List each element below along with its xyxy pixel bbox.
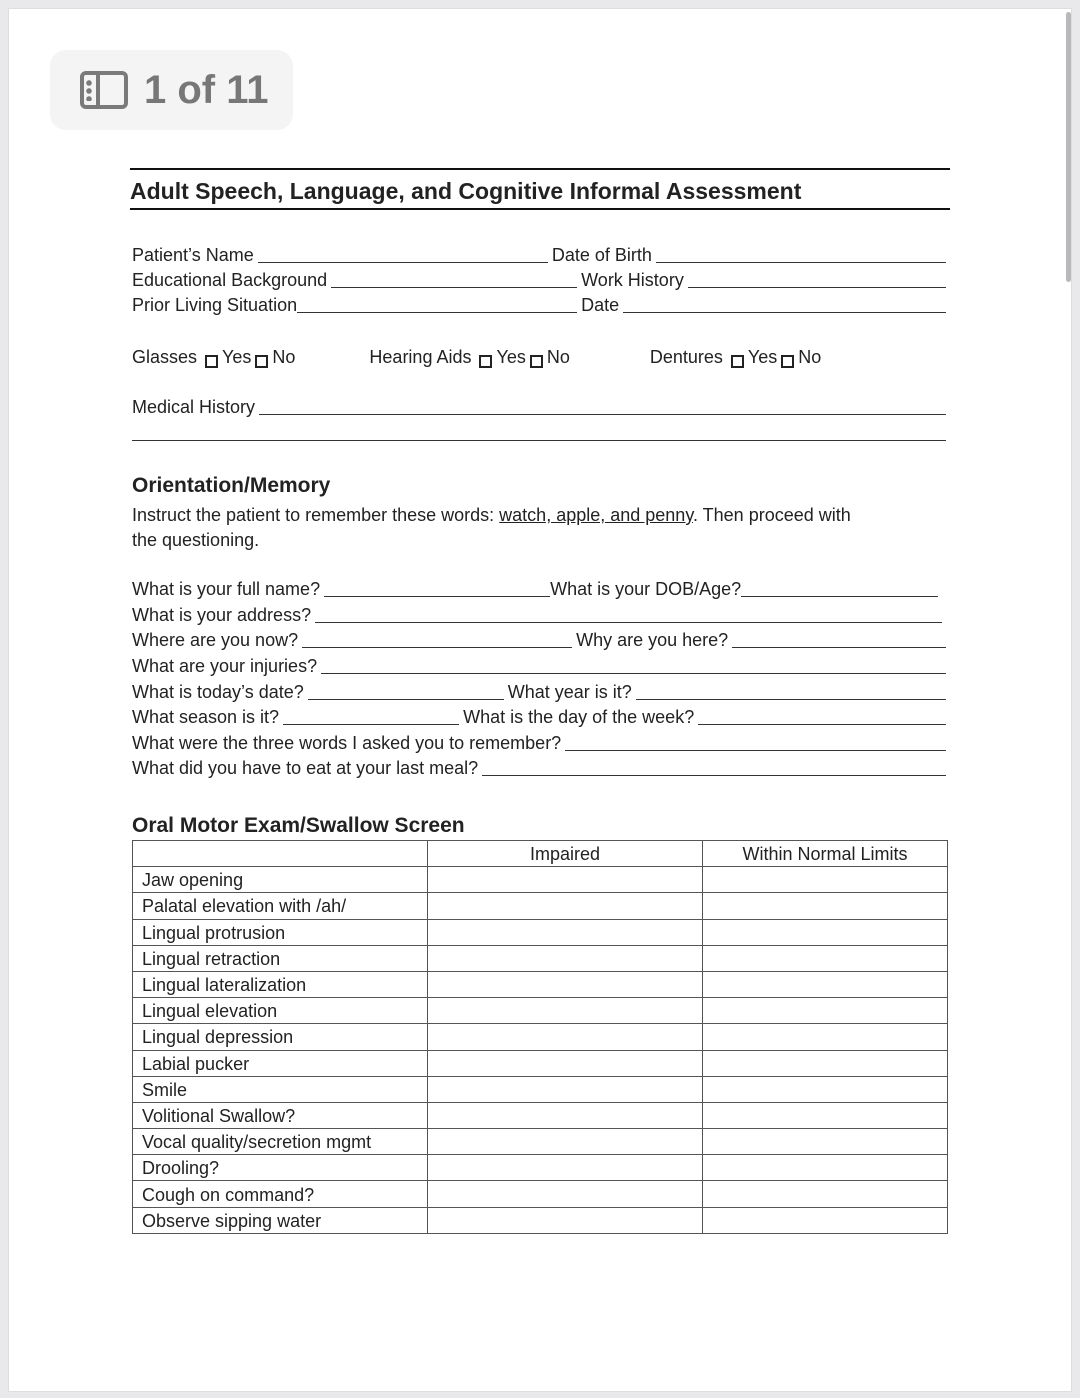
dentures-no-checkbox[interactable] [781, 355, 794, 368]
medical-history-field-2[interactable] [132, 440, 946, 441]
label: Medical History [132, 397, 256, 417]
label: No [546, 347, 570, 367]
wnl-cell[interactable] [703, 867, 948, 893]
impaired-cell[interactable] [428, 1129, 703, 1155]
text: Instruct the patient to remember these words: [132, 505, 500, 525]
label: Work History [581, 270, 684, 290]
hearing-yes-checkbox[interactable] [479, 355, 492, 368]
hearing-no-checkbox[interactable] [530, 355, 543, 368]
question: What is your address? [132, 605, 312, 625]
answer-field[interactable] [308, 699, 504, 700]
answer-field[interactable] [565, 750, 946, 751]
table-row [133, 893, 948, 919]
label: Patient’s Name [132, 245, 254, 265]
dob-field[interactable] [656, 262, 946, 263]
sidebar-toggle-icon [80, 71, 128, 109]
medical-history-field[interactable] [259, 414, 946, 415]
wnl-cell[interactable] [703, 1181, 948, 1207]
label: Hearing Aids [369, 347, 472, 367]
label: Date of Birth [551, 245, 652, 265]
item-label: Lingual retraction [133, 945, 428, 971]
question: What is your DOB/Age? [550, 579, 742, 599]
answer-field[interactable] [636, 699, 946, 700]
header-cell [133, 841, 428, 867]
label: Yes [496, 347, 526, 367]
scrollbar[interactable] [1066, 12, 1071, 282]
table-row [133, 867, 948, 893]
table-row [133, 1207, 948, 1233]
question: What are your injuries? [132, 656, 318, 676]
question: What is today’s date? [132, 682, 304, 702]
table-row [133, 1129, 948, 1155]
impaired-cell[interactable] [428, 1181, 703, 1207]
label: Dentures [649, 347, 723, 367]
answer-field[interactable] [315, 622, 942, 623]
question: What season is it? [132, 707, 280, 727]
education-field[interactable] [331, 287, 577, 288]
answer-field[interactable] [698, 724, 946, 725]
wnl-cell[interactable] [703, 1024, 948, 1050]
table-row [133, 1050, 948, 1076]
impaired-cell[interactable] [428, 998, 703, 1024]
answer-field[interactable] [302, 647, 572, 648]
wnl-cell[interactable] [703, 1076, 948, 1102]
impaired-cell[interactable] [428, 1102, 703, 1128]
wnl-cell[interactable] [703, 1050, 948, 1076]
glasses-yes-checkbox[interactable] [205, 355, 218, 368]
section-heading: Oral Motor Exam/Swallow Screen [132, 814, 465, 837]
table-row [133, 971, 948, 997]
table-row [133, 1076, 948, 1102]
table-row [133, 919, 948, 945]
label: Date [581, 295, 620, 315]
item-label: Lingual protrusion [133, 919, 428, 945]
wnl-cell[interactable] [703, 893, 948, 919]
glasses-no-checkbox[interactable] [255, 355, 268, 368]
answer-field[interactable] [321, 673, 946, 674]
label: No [798, 347, 822, 367]
wnl-cell[interactable] [703, 1129, 948, 1155]
dentures-yes-checkbox[interactable] [731, 355, 744, 368]
question: What did you have to eat at your last meal? [132, 758, 479, 778]
table-row [133, 1102, 948, 1128]
item-label: Smile [133, 1076, 428, 1102]
answer-field[interactable] [283, 724, 459, 725]
question: What is the day of the week? [463, 707, 695, 727]
answer-field[interactable] [324, 596, 550, 597]
impaired-cell[interactable] [428, 1207, 703, 1233]
impaired-cell[interactable] [428, 893, 703, 919]
work-history-field[interactable] [688, 287, 946, 288]
table-row [133, 1024, 948, 1050]
memory-words: watch, apple, and penny [499, 505, 693, 525]
table-header-row [133, 841, 948, 867]
question: What were the three words I asked you to remember? [132, 733, 562, 753]
page-indicator[interactable] [50, 50, 293, 130]
wnl-cell[interactable] [703, 971, 948, 997]
answer-field[interactable] [741, 596, 938, 597]
label: Educational Background [132, 270, 328, 290]
date-field[interactable] [623, 312, 946, 313]
impaired-cell[interactable] [428, 1050, 703, 1076]
header-cell: Impaired [428, 841, 703, 867]
item-label: Drooling? [133, 1155, 428, 1181]
answer-field[interactable] [732, 647, 946, 648]
wnl-cell[interactable] [703, 1155, 948, 1181]
item-label: Lingual lateralization [133, 971, 428, 997]
question: Why are you here? [576, 630, 729, 650]
instructions [132, 503, 932, 553]
header-cell: Within Normal Limits [703, 841, 948, 867]
item-label: Cough on command? [133, 1181, 428, 1207]
text: the questioning. [132, 530, 260, 550]
table-row [133, 998, 948, 1024]
assessment-form [130, 168, 950, 1231]
wnl-cell[interactable] [703, 1207, 948, 1233]
item-label: Lingual depression [133, 1024, 428, 1050]
label: No [272, 347, 296, 367]
text: . Then proceed with [692, 505, 851, 525]
wnl-cell[interactable] [703, 919, 948, 945]
question: Where are you now? [132, 630, 299, 650]
form-title: Adult Speech, Language, and Cognitive Informal Assessment [130, 168, 950, 210]
answer-field[interactable] [482, 775, 946, 776]
question: What is your full name? [132, 579, 321, 599]
label: Yes [747, 347, 778, 367]
impaired-cell[interactable] [428, 919, 703, 945]
wnl-cell[interactable] [703, 1102, 948, 1128]
prior-living-field[interactable] [297, 312, 577, 313]
label: Glasses [132, 347, 198, 367]
item-label: Lingual elevation [133, 998, 428, 1024]
item-label: Volitional Swallow? [133, 1102, 428, 1128]
item-label: Labial pucker [133, 1050, 428, 1076]
impaired-cell[interactable] [428, 971, 703, 997]
impaired-cell[interactable] [428, 1076, 703, 1102]
impaired-cell[interactable] [428, 1024, 703, 1050]
table-row [133, 945, 948, 971]
impaired-cell[interactable] [428, 867, 703, 893]
section-heading: Orientation/Memory [132, 474, 331, 497]
patient-name-field[interactable] [258, 262, 548, 263]
label: Yes [222, 347, 252, 367]
item-label: Observe sipping water [133, 1207, 428, 1233]
wnl-cell[interactable] [703, 998, 948, 1024]
table-row [133, 1181, 948, 1207]
oral-motor-table [132, 840, 948, 1234]
wnl-cell[interactable] [703, 945, 948, 971]
item-label: Palatal elevation with /ah/ [133, 893, 428, 919]
label: Prior Living Situation [132, 295, 298, 315]
question: What year is it? [507, 682, 632, 702]
page-count: 1 of 11 [144, 67, 269, 112]
impaired-cell[interactable] [428, 1155, 703, 1181]
item-label: Jaw opening [133, 867, 428, 893]
table-row [133, 1155, 948, 1181]
item-label: Vocal quality/secretion mgmt [133, 1129, 428, 1155]
impaired-cell[interactable] [428, 945, 703, 971]
